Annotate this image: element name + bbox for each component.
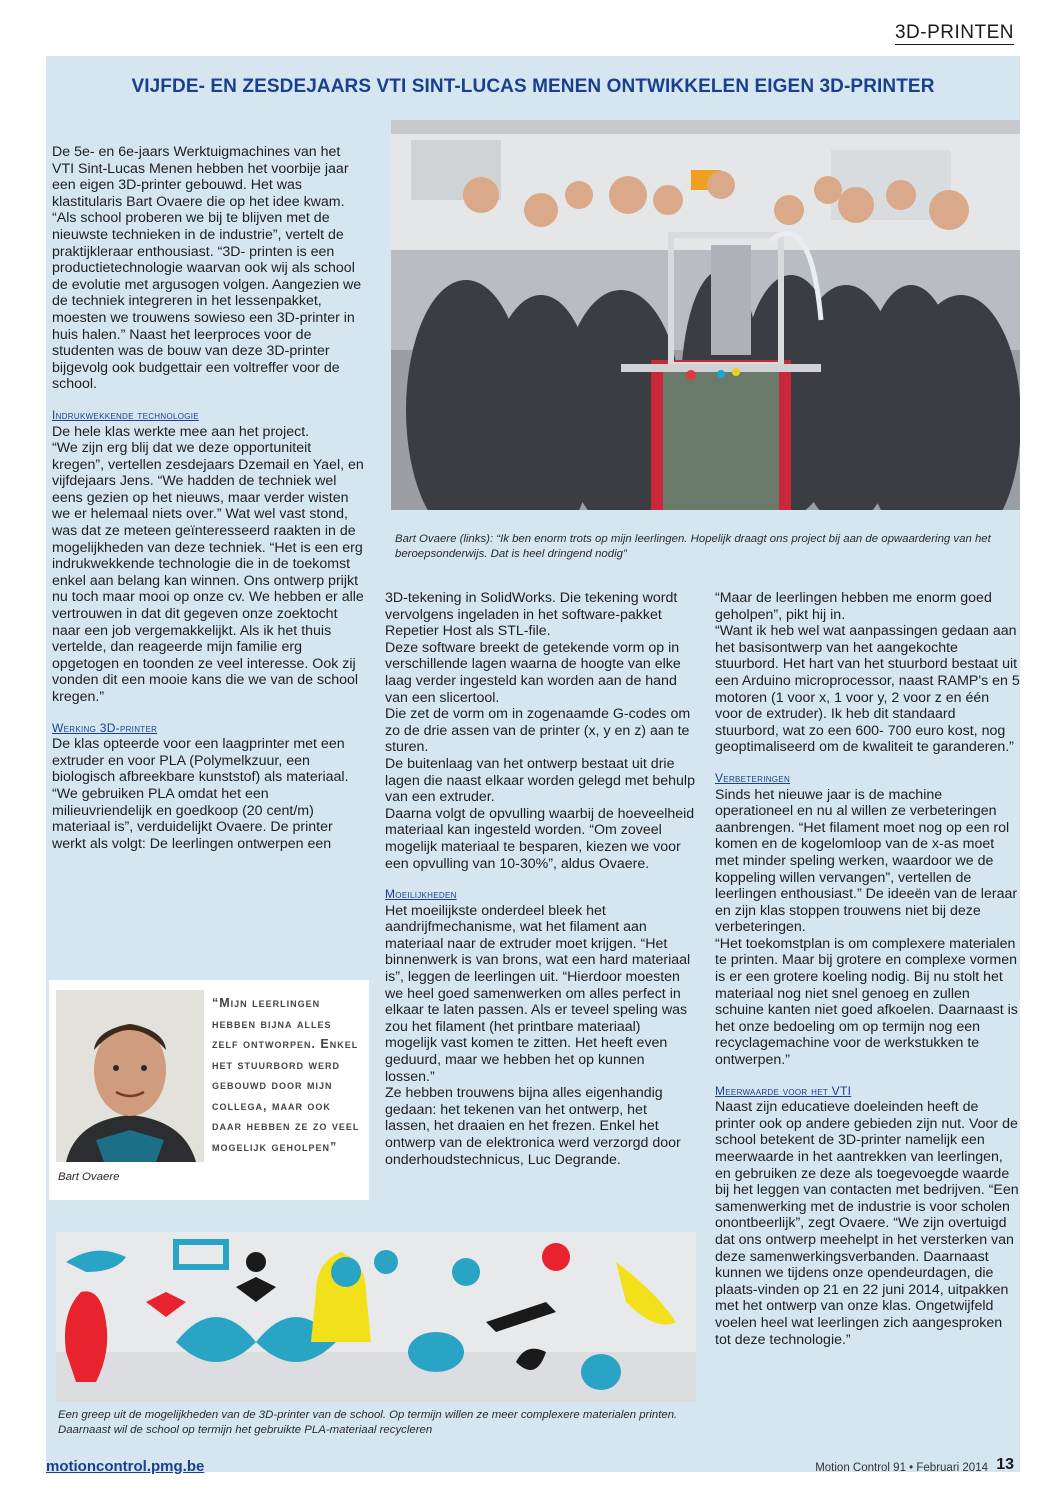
col2-para-4: De buitenlaag van het ontwerp bestaat uit drie lagen die naast elkaar worden gelegd met behulp van een extruder. [385, 755, 695, 806]
portrait-caption: Bart Ovaere [58, 1171, 120, 1183]
page-number: 13 [996, 1456, 1014, 1473]
col1-para-6: “We gebruiken PLA omdat het een milieuvriendelijk en goedkoop (20 cent/m) materiaal is”, verduidelijkt Ovaere. De printer werkt als volgt: De leerlingen ontwerpen een [52, 785, 333, 852]
col2-para-1: 3D-tekening in SolidWorks. Die tekening wordt vervolgens ingeladen in het software-pakket Repetier Host als STL-file. [385, 590, 678, 640]
col3-para-4: “Het toekomstplan is om complexere materialen te printen. Maar bij grotere en complexe vormen is er een grotere koeling nodig. Bij nu stolt het materiaal nog niet snel genoeg en zullen schuine kanten niet goed afkoelen. Daarnaast is het onze bedoeling om op termijn nog een recyclagemachine voor de werkstukken te ontwerpen.” [715, 935, 1018, 1069]
article-headline: VIJFDE- EN ZESDEJAARS VTI SINT-LUCAS MENEN ONTWIKKELEN EIGEN 3D-PRINTER [131, 76, 935, 97]
col2-para-2: Deze software breekt de getekende vorm op in verschillende lagen waarna de hoogte van elke laag verder ingesteld kan worden aan de hand van een slicertool. [385, 639, 681, 706]
col3-para-1: “Maar de leerlingen hebben me enorm goed geholpen”, pikt hij in. [715, 590, 992, 623]
column-2 [385, 590, 695, 1168]
col2-subheading-moeilijkheden: Moeilijkheden [385, 887, 457, 902]
col3-para-2: “Want ik heb wel wat aanpassingen gedaan aan het basisontwerp van het aangekochte stuurbord. Het hart van het stuurbord bestaat uit een Arduino microprocessor, naast RAMP's en 5 motoren (1 voor x, 1 voor y, 2 voor z en één voor de extruder). Ik heb dit standaard stuurbord, wat zo een 600- 700 euro kost, nog geoptimaliseerd om de kwaliteit te garanderen.” [715, 623, 1020, 756]
col3-para-3: Sinds het nieuwe jaar is de machine operationeel en nu al willen ze verbeteringen aanbrengen. “Het filament moet nog op een rol komen en de kogelomloop van de x-as moet met minder speling werken, waardoor we de koppeling willen vervangen”, vertellen de leerlingen enthousiast.” De ideeën van de leraar en zijn klas stoppen trouwens niet bij deze verbeteringen. [715, 786, 1018, 936]
footer-url[interactable]: motioncontrol.pmg.be [46, 1458, 205, 1475]
col3-subheading-meerwaarde: Meerwaarde voor het VTI [715, 1083, 852, 1098]
col3-para-5: Naast zijn educatieve doeleinden heeft de printer ook op andere gebieden zijn nut. Voor de school betekent de 3D-printer namelijk een meerwaarde in het aantrekken van leerlingen, en gebruiken ze deze als toegevoegde waarde bij het leggen van contacten met bedrijven. “Een samenwerking met de industrie is voor scholen onontbeerlijk”, zegt Ovaere. “We zijn overtuigd dat ons ontwerp meehelpt in het versterken van deze samenwerkingsverbanden. Daarnaast kunnen we tijdens onze opendeurdagen, die plaats-vinden op 21 en 22 juni 2014, uitpakken met het ontwerp van onze klas. Ongetwijfeld voelen heel wat leerlingen zich aangesproken tot deze technologie.” [715, 1099, 1019, 1348]
printed-objects-caption: Een greep uit de mogelijkheden van de 3D-printer van de school. Op termijn willen ze meer complexere materialen printen. Daarnaast wil de school op termijn het gebruikte PLA-materiaal recycleren [58, 1409, 678, 1436]
group-photo-caption: Bart Ovaere (links): “Ik ben enorm trots op mijn leerlingen. Hopelijk draagt ons project bij aan de opwaardering van het beroepsonderwijs. Dat is heel dringend nodig” [395, 533, 991, 560]
col1-para-1: De 5e- en 6e-jaars Werktuigmachines van het VTI Sint-Lucas Menen hebben het voorbije jaar een eigen 3D-printer gebouwd. Het was klastitularis Bart Ovaere die op het idee kwam. [52, 144, 349, 210]
col2-para-5: Daarna volgt de opvulling waarbij de hoeveelheid materiaal kan ingesteld worden. “Om zoveel mogelijk materiaal te besparen, kiezen we voor een opvulling van 10-30%”, aldus Ovaere. [385, 805, 695, 872]
pull-quote: “Mijn leerlingen hebben bijna alles zelf ontworpen. Enkel het stuurbord werd gebouwd door mijn collega, maar ook daar hebben ze zo veel mogelijk geholpen” [212, 996, 360, 1154]
col1-subheading-technologie: Indrukwekkende technologie [52, 407, 199, 422]
col2-para-6: Het moeilijkste onderdeel bleek het aandrijfmechanisme, wat het filament aan materiaal naar de extruder moet krijgen. “Het binnenwerk is van brons, wat een hard materiaal is”, leggen de leerlingen uit. “Hierdoor moesten we heel goed samenwerken om alles perfect in elkaar te laten passen. Als er teveel speling was zou het filament (het printbare materiaal) mogelijk vast komen te zitten. Het heeft even geduurd, maar we hebben het op kunnen lossen.” [385, 902, 691, 1085]
footer-magazine: Motion Control 91 • Februari 2014 [815, 1462, 988, 1474]
col1-para-3: De hele klas werkte mee aan het project. [52, 423, 310, 440]
column-3 [715, 590, 1020, 1348]
col1-subheading-werking: Werking 3D-printer [52, 720, 158, 735]
col1-para-2: “Als school proberen we bij te blijven met de nieuwste technieken in de industrie”, vertelt de praktijkleraar enthousiast. “3D- printen is een productietechnologie waarvan ook wij als school de evolutie met argusogen volgen. Aangezien we de techniek integreren in het lessenpakket, moesten we trouwens sowieso een 3D-printer in huis halen.” Naast het leerproces voor de studenten was de bouw van deze 3D-printer bijgevolg ook budgettair een voltreffer voor de school. [52, 210, 362, 393]
col2-para-3: Die zet de vorm om in zogenaamde G-codes om zo de drie assen van de printer (x, y en z) aan te sturen. [385, 706, 691, 756]
col2-para-7: Ze hebben trouwens bijna alles eigenhandig gedaan: het tekenen van het ontwerp, het lassen, het draaien en het frezen. Enkel het ontwerp van de elektronica werd verzorgd door onderhoudstechnicus, Luc Degrande. [385, 1085, 681, 1168]
section-label: 3D-PRINTEN [894, 22, 1014, 43]
portrait-photo [56, 990, 204, 1162]
column-1 [52, 144, 364, 852]
printed-objects-photo [56, 1232, 696, 1402]
group-photo [391, 120, 1020, 510]
col1-para-5: De klas opteerde voor een laagprinter met een extruder en voor PLA (Polymelkzuur, een biologisch afbreekbare kunststof) als materiaal. [52, 736, 349, 786]
col1-para-4: “We zijn erg blij dat we deze opportuniteit kregen”, vertellen zesdejaars Dzemail en Yael, en vijfdejaars Jens. “We hadden de techniek wel eens gezien op het nieuws, maar verder wisten we er helemaal niets over.” Wat wel vast stond, was dat ze meteen geïnteresseerd raakten in de mogelijkheden van deze techniek. “Het is een erg indrukwekkende technologie die in de toekomst enkel aan belang kan winnen. Ons ontwerp prijkt nu toch maar mooi op onze cv. We hebben er alle vertrouwen in dat dit gegeven onze zoektocht naar een job vergemakkelijkt. Als ik het thuis vertelde, dan reageerde mijn familie erg opgetogen en toonden ze veel interesse. Ook zij vonden dit een mooie kans die we van de school kregen.” [52, 440, 364, 705]
col3-subheading-verbeteringen: Verbeteringen [715, 770, 791, 785]
